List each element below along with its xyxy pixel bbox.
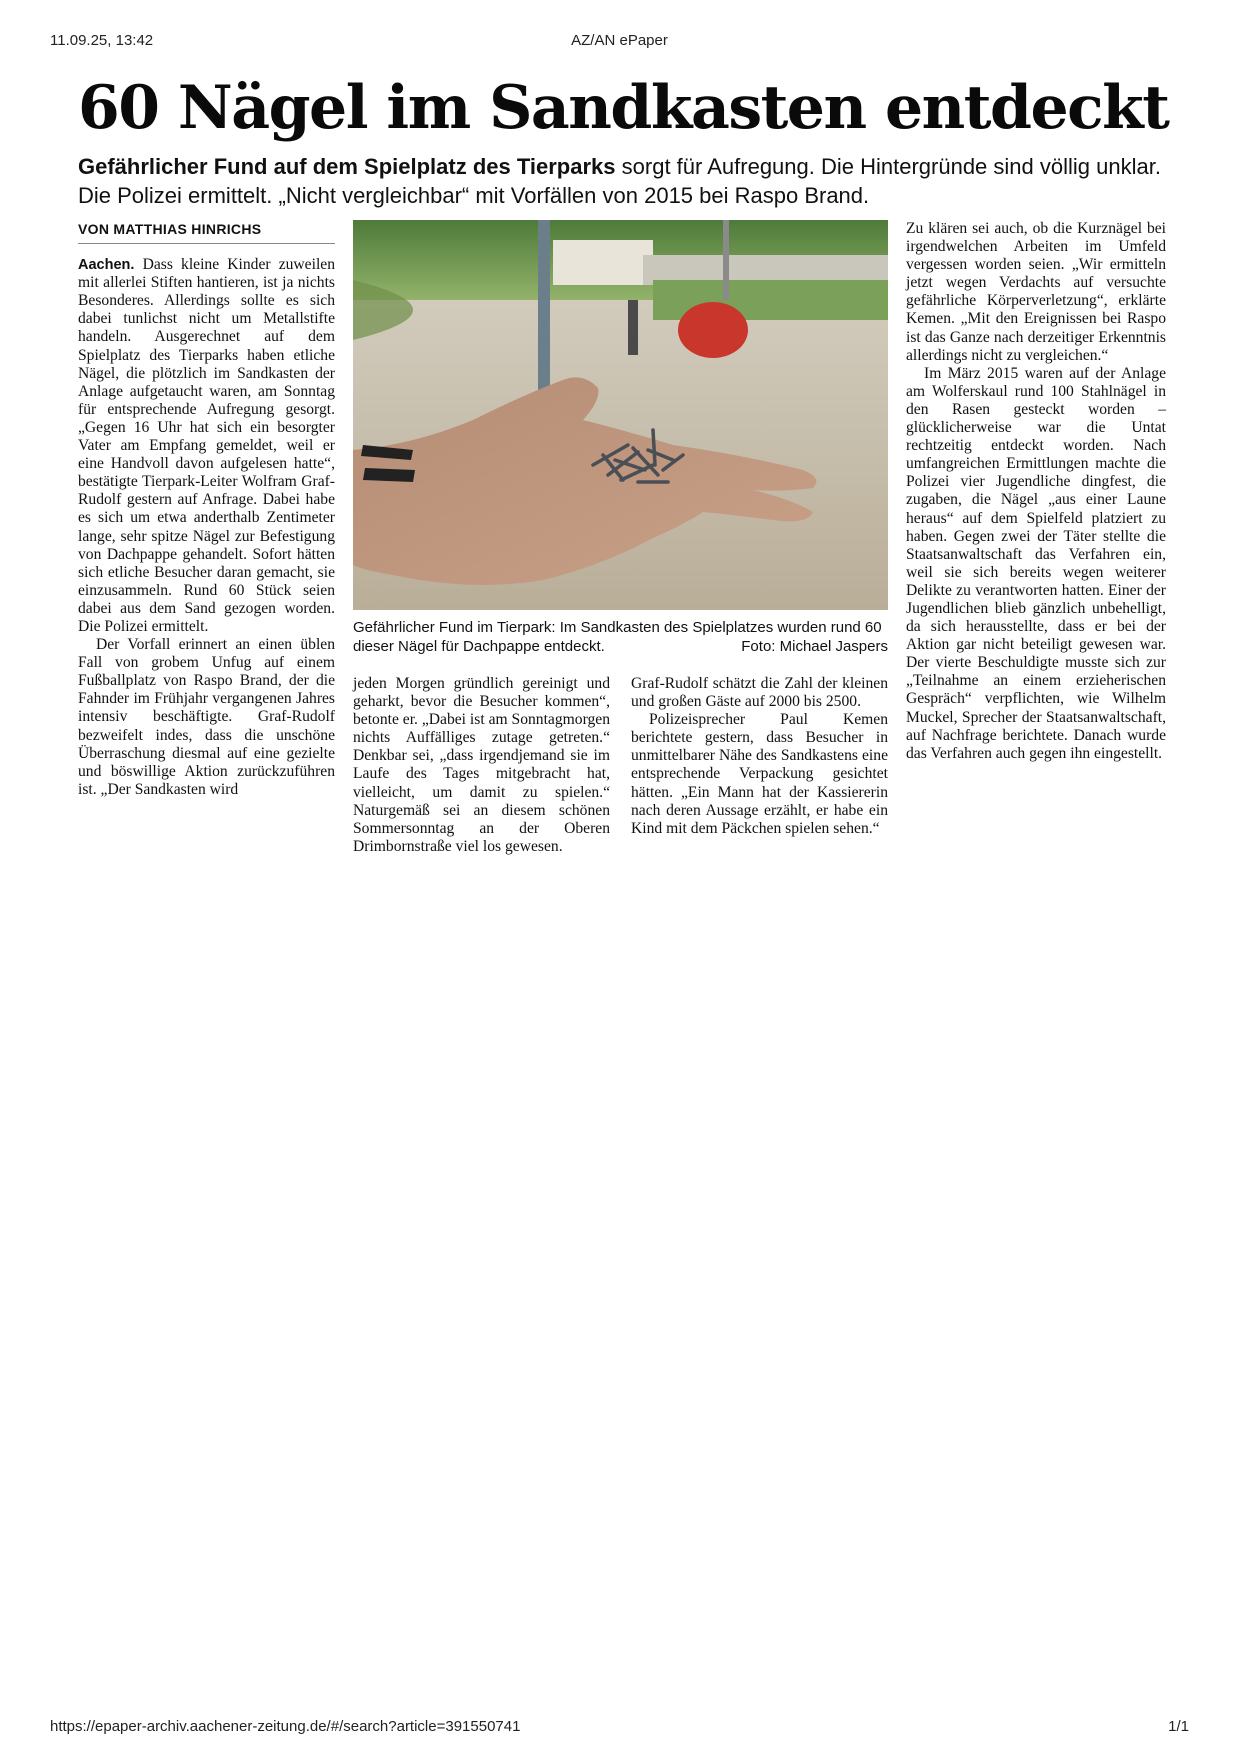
print-footer	[0, 1718, 1239, 1738]
photo-credit: Foto: Michael Jaspers	[741, 638, 888, 655]
print-site-title: AZ/AN ePaper	[571, 32, 668, 49]
print-url: https://epaper-archiv.aachener-zeitung.de/#/search?article=391550741	[50, 1718, 521, 1735]
column-1	[78, 220, 335, 799]
column-2	[353, 675, 610, 856]
article	[78, 70, 1175, 880]
paragraph: jeden Morgen gründlich gereinigt und geharkt, bevor die Besucher kommen“, betonte er. „Dabei ist am Sonntagmorgen nichts Auffälliges zutage getreten.“ Denkbar sei, „dass irgendjemand sie im Laufe des Tages mitgebracht hat, vielleicht, um damit zu spielen.“ Naturgemäß sei an diesem schönen Sommersonntag an der Oberen Drimbornstraße viel los gewesen.	[353, 675, 610, 855]
paragraph: Graf-Rudolf schätzt die Zahl der kleinen und großen Gäste auf 2000 bis 2500.	[631, 675, 888, 711]
article-photo	[353, 220, 888, 610]
paragraph: Polizeisprecher Paul Kemen berichtete gestern, dass Besucher in unmittelbarer Nähe des Sandkastens eine entsprechende Verpackung gesichtet hätten. „Ein Mann hat der Kassiererin nach deren Aussage erzählt, er habe ein Kind mit dem Päckchen spielen sehen.“	[631, 711, 888, 837]
article-headline: 60 Nägel im Sandkasten entdeckt	[78, 73, 1169, 143]
print-page-number: 1/1	[1168, 1718, 1189, 1735]
subhead-bold: Gefährlicher Fund auf dem Spielplatz des Tierparks	[78, 154, 616, 179]
hand-with-nails-photo	[353, 220, 888, 610]
paragraph: Aachen. Dass kleine Kinder zuweilen mit allerlei Stiften hantieren, ist ja nichts Besonderes. Allerdings sollte es sich dabei tunlichst nicht um Metallstifte handeln. Ausgerechnet auf dem Spielplatz des Tierparks haben etliche Nägel, die plötzlich im Sandkasten der Anlage aufgetaucht waren, am Sonntag für entsprechende Aufregung gesorgt. „Gegen 16 Uhr hat sich ein besorgter Vater am Empfang gemeldet, weil er eine Handvoll davon aufgelesen hatte“, bestätigte Tierpark-Leiter Wolfram Graf-Rudolf gestern auf Anfrage. Dabei habe es sich um etwa anderthalb Zentimeter lange, sehr spitze Nägel zur Befestigung von Dachpappe gehandelt. Sofort hätten sich etliche Besucher daran gemacht, sie einzusammeln. Rund 60 Stück seien dabei aus dem Sand gezogen worden. Die Polizei ermittelt.	[78, 256, 335, 635]
print-header	[0, 32, 1239, 52]
print-date: 11.09.25, 13:42	[50, 32, 154, 49]
dateline: Aachen.	[78, 257, 135, 274]
column-3	[631, 675, 888, 838]
column-4	[906, 220, 1166, 763]
article-byline: VON MATTHIAS HINRICHS	[78, 220, 335, 244]
photo-caption	[353, 618, 888, 656]
subhead-rest: sorgt für Aufregung. Die Hintergründe sind völlig unklar. Die Polizei ermittelt. „Nicht vergleichbar“ mit Vorfällen von 2015 bei Raspo Brand.	[78, 154, 1161, 208]
caption-text: Gefährlicher Fund im Tierpark: Im Sandkasten des Spielplatzes wurden rund 60 dieser Nägel für Dachpappe entdeckt.	[353, 619, 882, 655]
paragraph: Zu klären sei auch, ob die Kurznägel bei irgendwelchen Arbeiten im Umfeld vergessen worden seien. „Wir ermitteln jetzt wegen Verdachts auf versuchte gefährliche Körperverletzung“, erklärte Kemen. „Mit den Ereignissen bei Raspo ist das Ganze nach derzeitiger Erkenntnis allerdings nicht zu vergleichen.“	[906, 220, 1166, 364]
article-subhead	[78, 152, 1175, 210]
paragraph: Der Vorfall erinnert an einen üblen Fall von grobem Unfug auf einem Fußballplatz von Raspo Brand, der die Fahnder im Frühjahr vergangenen Jahres intensiv beschäftigte. Graf-Rudolf bezweifelt indes, dass die unschöne Überraschung diesmal auf eine gezielte und böswillige Aktion zurückzuführen ist. „Der Sandkasten wird	[78, 636, 335, 798]
paragraph: Im März 2015 waren auf der Anlage am Wolferskaul rund 100 Stahlnägel in den Rasen gesteckt worden – glücklicherweise war die Untat rechtzeitig entdeckt worden. Nach umfangreichen Ermittlungen machte die Polizei vier Jugendliche dingfest, die zugaben, die Nägel „aus einer Laune heraus“ auf dem Spielfeld platziert zu haben. Gegen zwei der Täter stellte die Staatsanwaltschaft das Verfahren ein, weil sie sich bereits wegen weiterer Delikte zu verantworten hatten. Einer der Jugendlichen blieb gänzlich unbehelligt, da sich herausstellte, dass er bei der Aktion gar nicht beteiligt gewesen war. Der vierte Beschuldigte musste sich zur „Teilnahme an einem erzieherischen Gespräch“ verpflichten, wie Wilhelm Muckel, Sprecher der Staatsanwaltschaft, auf Nachfrage berichtete. Danach wurde das Verfahren auch gegen ihn eingestellt.	[906, 364, 1166, 762]
article-columns	[78, 220, 1175, 880]
